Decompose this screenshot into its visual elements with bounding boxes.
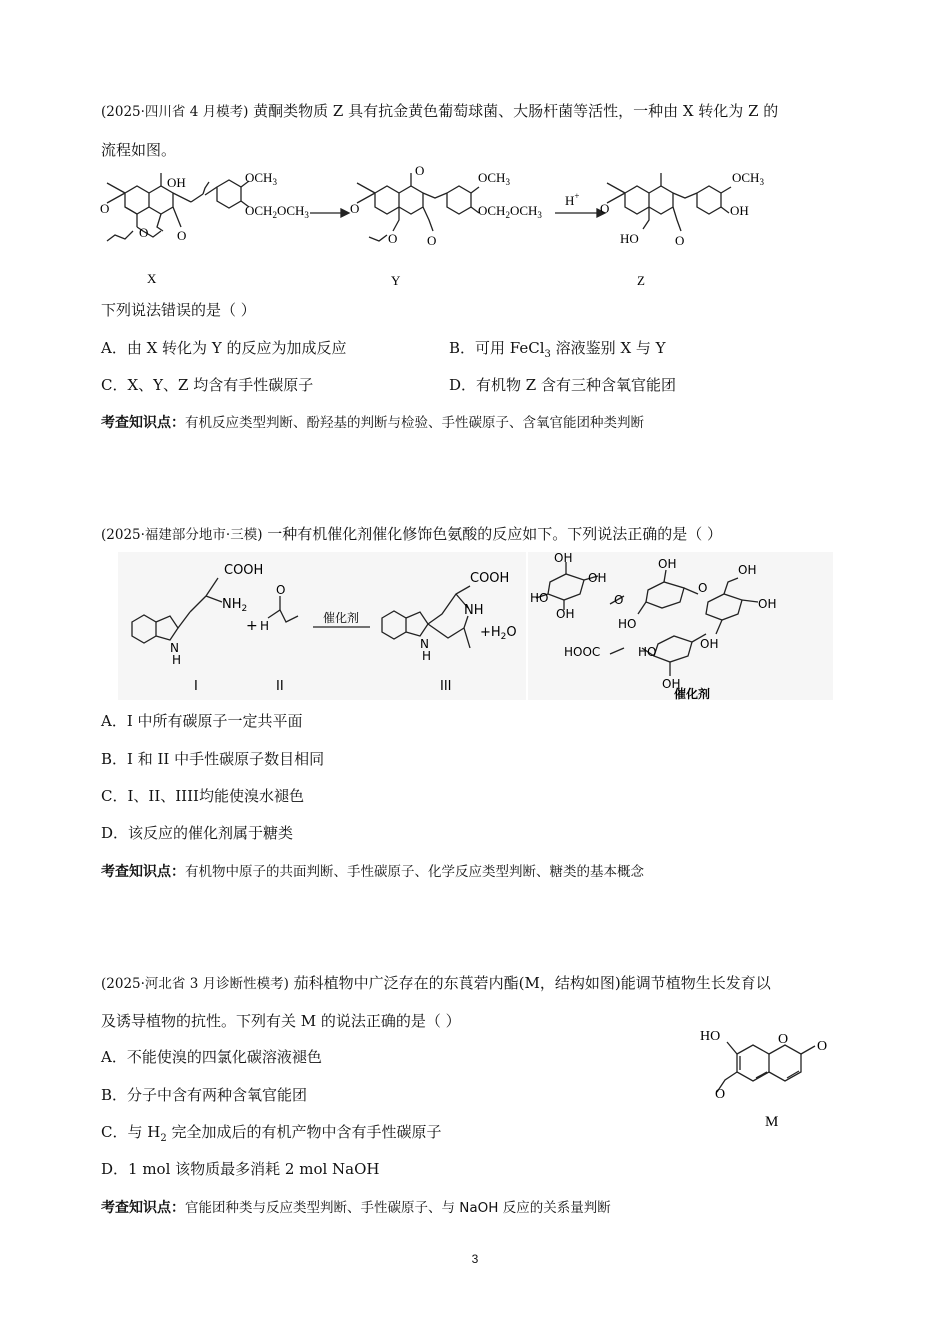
cat-ho-2: HO — [618, 617, 637, 631]
q1-option-a: A．由 X 转化为 Y 的反应为加成反应 — [101, 339, 347, 357]
q2-kp-label: 考查知识点： — [101, 864, 185, 880]
label-y: Y — [391, 273, 401, 288]
q1-option-b: B．可用 FeCl$_3$ 溶液鉴别 X 与 Y — [449, 339, 666, 360]
m-methoxy-o-label: O — [715, 1087, 726, 1102]
plus-sign: + — [246, 618, 258, 634]
y-pyran-o-label: O — [350, 201, 360, 216]
arrow-catalyst-label: 催化剂 — [323, 611, 360, 625]
q2-kp-text: 有机物中原子的共面判断、手性碳原子、化学反应类型判断、糖类的基本概念 — [185, 864, 644, 880]
iii-h-label: H — [422, 649, 432, 663]
z-ho-label: HO — [620, 231, 639, 246]
x-carbonyl-o-label: O — [177, 228, 187, 243]
m-carbonyl-o-label: O — [817, 1039, 828, 1054]
q3-option-b: B．分子中含有两种含氧官能团 — [101, 1086, 308, 1104]
y-mom-o-label: O — [388, 231, 398, 246]
x-mom-o1-label: O — [139, 225, 149, 240]
q1-kp-label: 考查知识点： — [101, 415, 185, 431]
y-ochoch-label: $OCH_2OCH_3$ — [478, 203, 542, 220]
q2-knowledge-points — [101, 861, 644, 882]
h2o-label: $+H_2O$ — [480, 625, 517, 642]
cat-oh-6: OH — [758, 597, 777, 611]
i-h-label: H — [172, 653, 182, 667]
cat-o-1: O — [614, 593, 624, 607]
iii-nh-label: NH — [464, 603, 484, 618]
label-z: Z — [637, 273, 645, 288]
q3-knowledge-points — [101, 1197, 611, 1218]
q2-option-c: C．I、II、IIII均能使溴水褪色 — [101, 787, 304, 805]
label-iii: III — [440, 679, 452, 694]
cat-hooc-label: HOOC — [564, 645, 601, 659]
ii-h-label: H — [260, 619, 270, 633]
q1-kp-text: 有机反应类型判断、酚羟基的判断与检验、手性碳原子、含氧官能团种类判断 — [185, 415, 644, 431]
q1-stem-line1 — [101, 101, 778, 122]
x-oh-label: OH — [167, 175, 186, 190]
i-cooh-label: COOH — [224, 563, 264, 578]
cat-o-2: O — [698, 581, 708, 595]
cat-oh-2: OH — [588, 571, 607, 585]
label-ii: II — [276, 679, 284, 694]
q3-kp-text: 官能团种类与反应类型判断、手性碳原子、与 NaOH 反应的关系量判断 — [185, 1200, 611, 1216]
label-x: X — [147, 271, 157, 286]
q2-option-d: D．该反应的催化剂属于糖类 — [101, 824, 294, 842]
x-och3-label: $OCH_3$ — [245, 170, 277, 187]
q2-stem — [101, 524, 722, 545]
cat-oh-8: OH — [662, 677, 681, 691]
i-n-label: N — [170, 641, 179, 655]
cat-ho-3: HO — [638, 645, 657, 659]
q1-knowledge-points — [101, 412, 644, 433]
label-m: M — [765, 1114, 779, 1130]
q2-option-a: A．I 中所有碳原子一定共平面 — [101, 712, 303, 730]
q1-source: (2025·四川省 4 月模考) — [101, 104, 249, 120]
q1-stem-text: 黄酮类物质 Z 具有抗金黄色葡萄球菌、大肠杆菌等活性，一种由 X 转化为 Z 的 — [248, 102, 779, 120]
h-plus-label: H+ — [565, 191, 580, 208]
q3-stem-line2: 及诱导植物的抗性。下列有关 M 的说法正确的是（ ） — [101, 1012, 461, 1030]
label-i: I — [194, 679, 198, 694]
cat-oh-7: OH — [700, 637, 719, 651]
q1-option-c: C．X、Y、Z 均含有手性碳原子 — [101, 376, 314, 394]
q2-stem-text: 一种有机催化剂催化修饰色氨酸的反应如下。下列说法正确的是（ ） — [262, 525, 723, 543]
cat-oh-5: OH — [738, 563, 757, 577]
y-ring-o-label: O — [415, 165, 425, 178]
m-ring-o-label: O — [778, 1032, 789, 1047]
i-nh2-label: $NH_2$ — [222, 597, 248, 614]
x-ochoch-label: $OCH_2OCH_3$ — [245, 203, 309, 220]
q3-structure-m — [695, 1020, 855, 1135]
q2-option-b: B．I 和 II 中手性碳原子数目相同 — [101, 750, 325, 768]
page-number: 3 — [471, 1252, 479, 1266]
y-och3-label: $OCH_3$ — [478, 170, 510, 187]
q2-reaction-scheme — [118, 552, 838, 702]
cat-ho-1: HO — [530, 591, 549, 605]
q3-kp-label: 考查知识点： — [101, 1200, 185, 1216]
catalyst-structure-label: 催化剂 — [674, 687, 711, 701]
q3-stem-text: 茄科植物中广泛存在的东莨菪内酯(M，结构如图)能调节植物生长发育以 — [288, 974, 771, 992]
q3-option-a: A．不能使溴的四氯化碳溶液褪色 — [101, 1048, 322, 1066]
q3-option-c: C．与 $H_2$ 完全加成后的有机产物中含有手性碳原子 — [101, 1123, 442, 1144]
q1-reaction-scheme — [95, 165, 785, 295]
z-carbonyl-o-label: O — [675, 233, 685, 248]
cat-oh-1: OH — [554, 552, 573, 565]
iii-n-label: N — [420, 637, 429, 651]
q1-stem-line2: 流程如图。 — [101, 141, 177, 159]
m-ho-label: HO — [700, 1029, 721, 1044]
q3-stem-line1 — [101, 973, 771, 994]
y-carbonyl-o-label: O — [427, 233, 437, 248]
q1-question: 下列说法错误的是（ ） — [101, 301, 256, 319]
iii-cooh-label: COOH — [470, 571, 510, 586]
z-oh-label: OH — [730, 203, 749, 218]
q2-source: (2025·福建部分地市·三模) — [101, 527, 263, 543]
z-pyran-o-label: O — [600, 201, 610, 216]
q3-option-d: D．1 mol 该物质最多消耗 2 mol NaOH — [101, 1160, 380, 1178]
z-och3-label: $OCH_3$ — [732, 170, 764, 187]
ii-o-label: O — [276, 583, 286, 597]
x-ring-o-label: O — [100, 201, 110, 216]
cat-oh-4: OH — [658, 557, 677, 571]
q3-source: (2025·河北省 3 月诊断性模考) — [101, 976, 289, 992]
q1-option-d: D．有机物 Z 含有三种含氧官能团 — [449, 376, 676, 394]
q2-catalyst-bg — [528, 552, 833, 700]
cat-oh-3: OH — [556, 607, 575, 621]
